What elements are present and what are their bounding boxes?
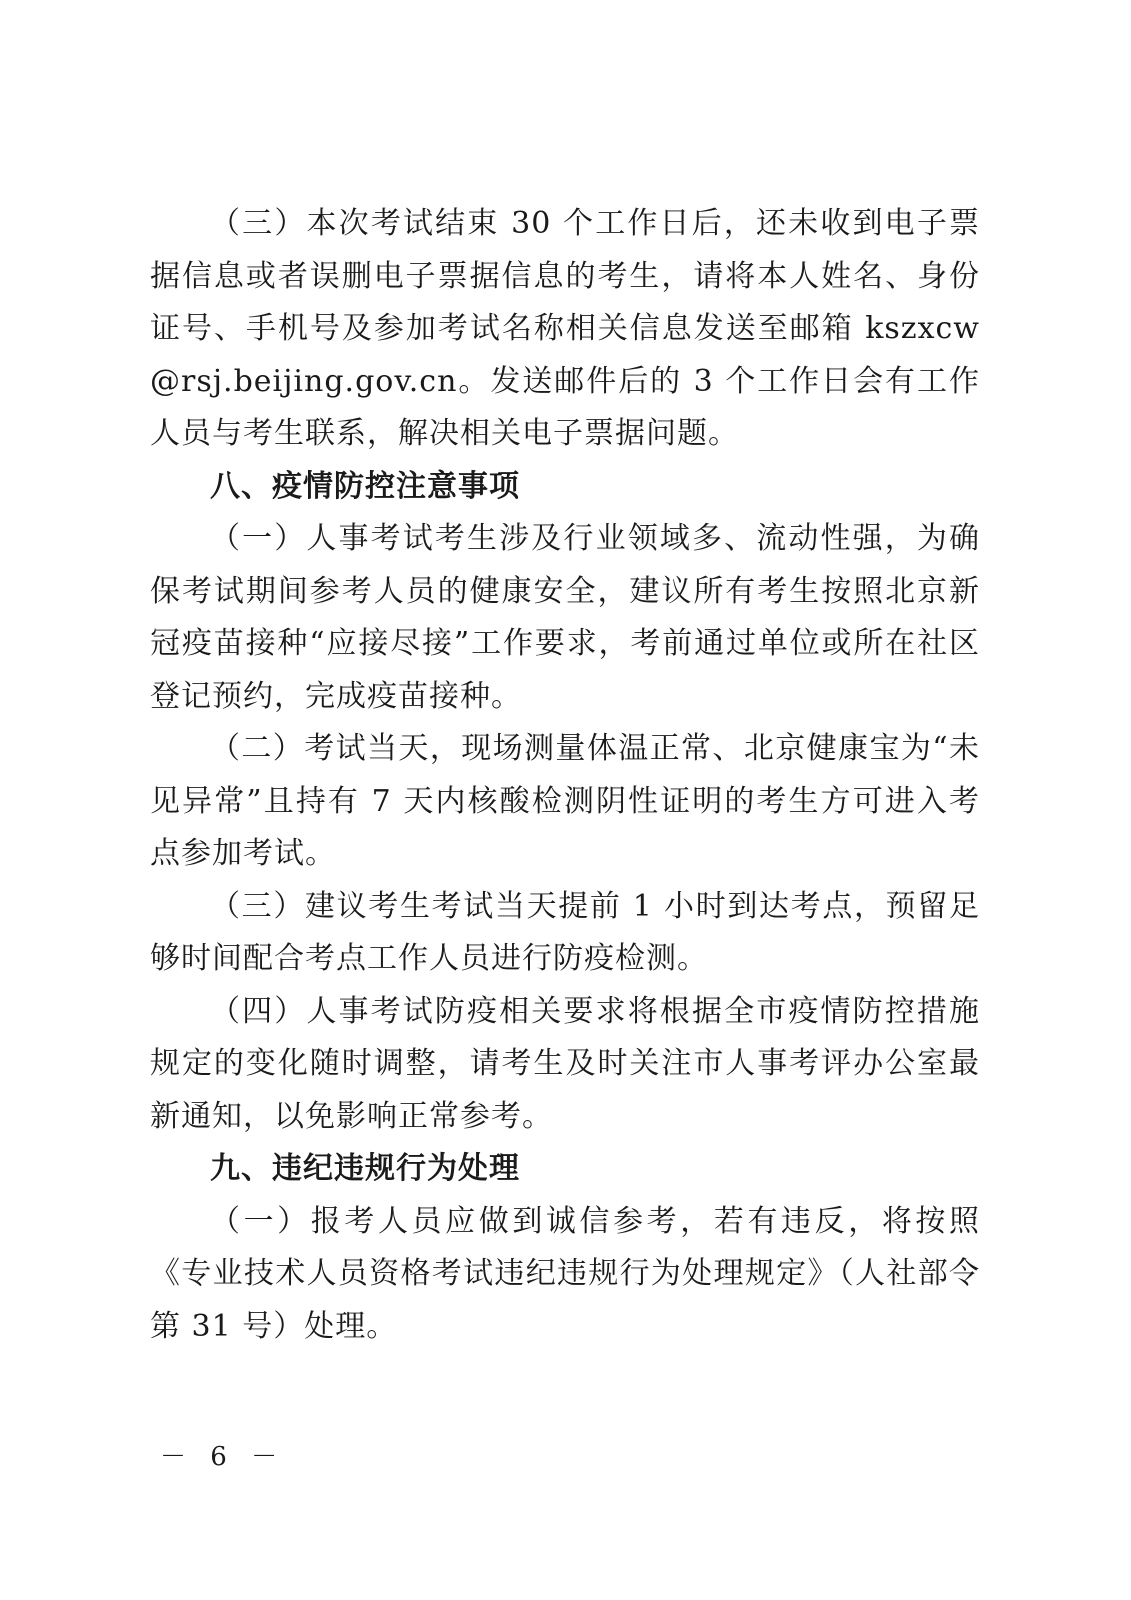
paragraph-integrity: （一）报考人员应做到诚信参考，若有违反，将按照《专业技术人员资格考试违纪违规行为处理规定》（人社部令第 31 号）处理。	[150, 1203, 980, 1344]
page-number: － 6 －	[160, 1442, 286, 1472]
document-body	[150, 198, 980, 1353]
paragraph-policy-updates: （四）人事考试防疫相关要求将根据全市疫情防控措施规定的变化随时调整，请考生及时关注市人事考评办公室最新通知，以免影响正常参考。	[150, 993, 980, 1134]
paragraph-email-receipt: （三）本次考试结束 30 个工作日后，还未收到电子票据信息或者误删电子票据信息的考生，请将本人姓名、身份证号、手机号及参加考试名称相关信息发送至邮箱 kszxcw@rsj.beijing.gov.cn。发送邮件后的 3 个工作日会有工作人员与考生联系，解决相关电子票据问题。	[150, 206, 980, 451]
section-heading-epidemic: 八、疫情防控注意事项	[210, 468, 520, 504]
paragraph-vaccination: （一）人事考试考生涉及行业领域多、流动性强，为确保考试期间参考人员的健康安全，建议所有考生按照北京新冠疫苗接种“应接尽接”工作要求，考前通过单位或所在社区登记预约，完成疫苗接种。	[150, 521, 980, 714]
section-heading-violations: 九、违纪违规行为处理	[210, 1151, 520, 1186]
paragraph-exam-day-health: （二）考试当天，现场测量体温正常、北京健康宝为“未见异常”且持有 7 天内核酸检测阴性证明的考生方可进入考点参加考试。	[150, 731, 980, 871]
paragraph-arrive-early: （三）建议考生考试当天提前 1 小时到达考点，预留足够时间配合考点工作人员进行防疫检测。	[150, 888, 980, 976]
